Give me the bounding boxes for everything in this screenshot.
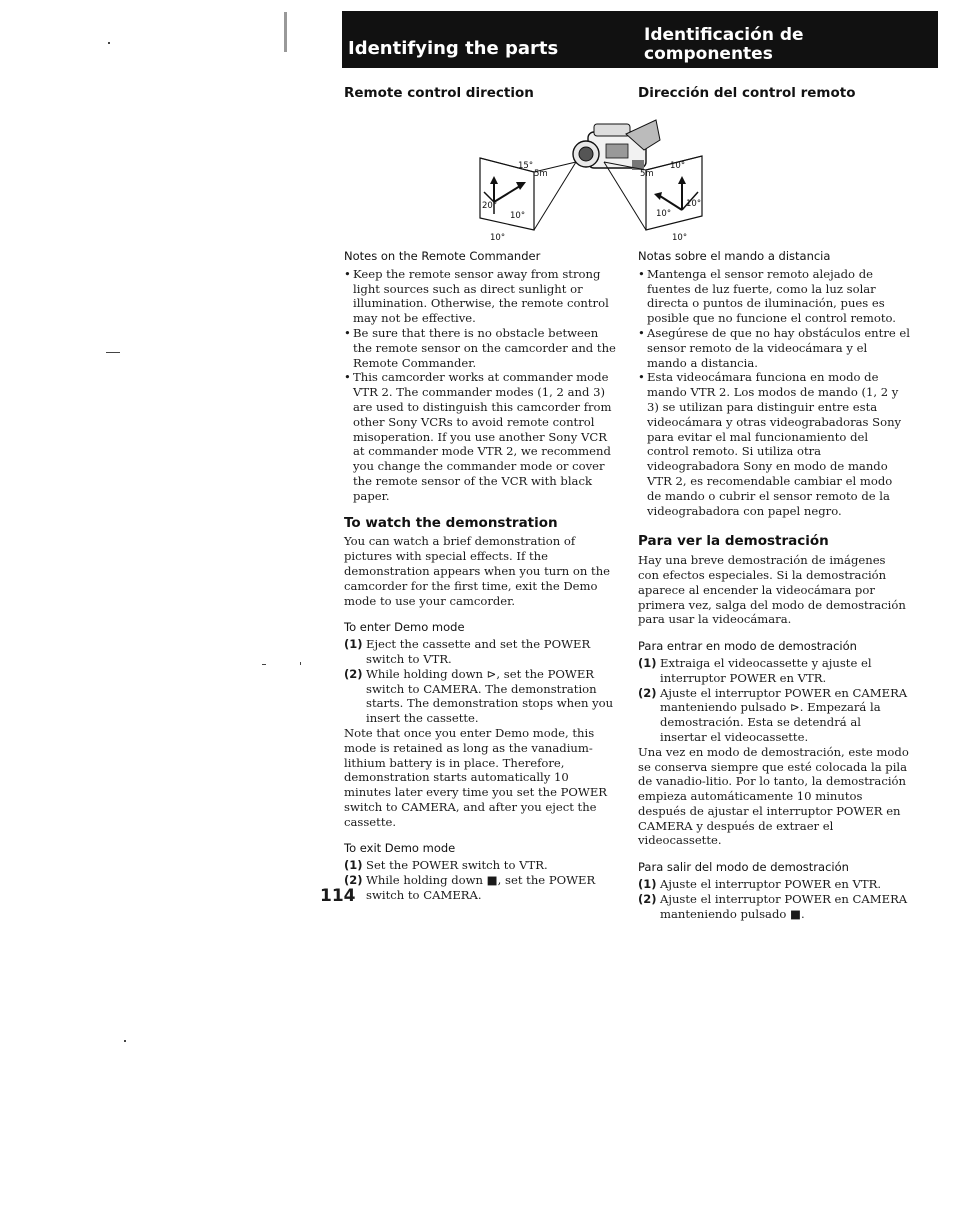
list-item: • Asegúrese de que no hay obstáculos entre el sensor remoto de la videocámara y el mando a distancia.	[638, 326, 910, 370]
notes-list-es	[638, 267, 910, 519]
right-distance-label: 5m	[640, 169, 654, 179]
page-number: 114	[320, 886, 356, 906]
enter-demo-steps-en	[344, 637, 616, 726]
scan-mark	[108, 42, 110, 44]
list-item: • Keep the remote sensor away from strong light sources such as direct sunlight or illumination. Otherwise, the remote control may not be effective.	[344, 267, 616, 326]
left-inner-angle-label: 10°	[510, 211, 526, 221]
section-header-bar	[342, 11, 938, 68]
list-item: (1) Ajuste el interruptor POWER en VTR.	[638, 877, 882, 892]
left-bottom-angle-label: 10°	[490, 233, 506, 243]
camcorder-illustration	[573, 120, 660, 170]
enter-demo-heading-en: To enter Demo mode	[344, 620, 465, 635]
scan-mark	[284, 12, 287, 52]
notes-list-en	[344, 267, 616, 504]
list-item: (2) While holding down ⊳, set the POWER switch to CAMERA. The demonstration starts. The demonstration stops when you insert the cassette.	[344, 666, 614, 726]
list-item: • This camcorder works at commander mode VTR 2. The commander modes (1, 2 and 3) are used to distinguish this camcorder from other Sony VCRs to avoid remote control misoperation. If you use another Sony VCR at commander mode VTR 2, we recommend you change the commander mode or cover the remote sensor of the VCR with black paper.	[344, 370, 616, 503]
list-item: (1) Extraiga el videocassette y ajuste el interruptor POWER en VTR.	[638, 655, 872, 685]
enter-demo-note-es: Una vez en modo de demostración, este modo se conserva siempre que esté colocada la pila de vanadio-litio. Por lo tanto, la demostración empieza automáticamente 10 minutos después de ajustar el interruptor POWER en CAMERA y después de extraer el videocassette.	[638, 744, 909, 848]
right-side-angle-label: 10°	[686, 199, 702, 209]
notes-heading-es: Notas sobre el mando a distancia	[638, 249, 831, 263]
right-inner-angle-label: 10°	[656, 209, 672, 219]
remote-direction-diagram	[476, 110, 706, 248]
left-top-angle-label: 15°	[518, 161, 534, 171]
right-bottom-angle-label: 10°	[672, 233, 688, 243]
section-title-english: Identifying the parts	[348, 38, 559, 59]
scan-mark	[262, 664, 266, 665]
scan-mark	[106, 352, 120, 353]
notes-heading-en: Notes on the Remote Commander	[344, 249, 541, 263]
list-item: • Be sure that there is no obstacle between the remote sensor on the camcorder and the Remote Commander.	[344, 326, 616, 370]
left-sensor-angle-diagram	[480, 158, 576, 243]
english-column	[344, 249, 616, 903]
left-distance-label: 5m	[534, 169, 548, 179]
list-item: (1) Set the POWER switch to VTR.	[344, 858, 548, 873]
list-item: (2) Ajuste el interruptor POWER en CAMERA manteniendo pulsado ⊳. Empezará la demostración. Esta se detendrá al insertar el videocassette.	[638, 685, 908, 744]
demo-heading-en: To watch the demonstration	[344, 514, 558, 531]
left-side-angle-label: 20°	[482, 201, 498, 211]
section-title-spanish: Identificación de componentes	[644, 25, 804, 64]
demo-intro-es: Hay una breve demostración de imágenes con efectos especiales. Si la demostración aparece al encender la videocámara por primera vez, salga del modo de demostración para usar la videocámara.	[638, 553, 906, 627]
exit-demo-heading-es: Para salir del modo de demostración	[638, 860, 849, 875]
list-item: (1) Eject the cassette and set the POWER switch to VTR.	[344, 637, 591, 666]
exit-demo-steps-en	[344, 858, 616, 902]
exit-demo-steps-es	[638, 877, 910, 921]
list-item: (2) While holding down ■, set the POWER switch to CAMERA.	[344, 873, 596, 902]
right-top-angle-label: 10°	[670, 161, 686, 171]
exit-demo-heading-en: To exit Demo mode	[344, 841, 456, 856]
enter-demo-heading-es: Para entrar en modo de demostración	[638, 639, 857, 654]
scan-mark	[124, 1040, 126, 1042]
right-sensor-angle-diagram	[604, 156, 702, 243]
remote-direction-heading-es: Dirección del control remoto	[638, 85, 856, 101]
spanish-column	[638, 249, 910, 921]
demo-heading-es: Para ver la demostración	[638, 533, 829, 550]
remote-direction-heading-en: Remote control direction	[344, 85, 534, 101]
enter-demo-note-en: Note that once you enter Demo mode, this mode is retained as long as the vanadium-lithium battery is in place. Therefore, demonstration starts automatically 10 minutes later every time you set the POWER switch to CAMERA, and after you eject the cassette.	[344, 725, 608, 829]
scan-mark	[300, 662, 301, 665]
enter-demo-steps-es	[638, 656, 910, 745]
list-item: • Mantenga el sensor remoto alejado de fuentes de luz fuerte, como la luz solar directa o puntos de iluminación, pues es posible que no funcione el control remoto.	[638, 267, 910, 326]
demo-intro-en: You can watch a brief demonstration of pictures with special effects. If the demonstration appears when you turn on the camcorder for the first time, exit the Demo mode to use your camcorder.	[344, 534, 611, 608]
list-item: • Esta videocámara funciona en modo de mando VTR 2. Los modos de mando (1, 2 y 3) se utilizan para distinguir entre esta videocámara y otras videograbadoras Sony para evitar el mal funcionamiento del control remoto. Si utiliza otra videograbadora Sony en modo de mando VTR 2, es recomendable cambiar el modo de mando o cubrir el sensor remoto de la videograbadora con papel negro.	[638, 370, 910, 518]
list-item: (2) Ajuste el interruptor POWER en CAMERA manteniendo pulsado ■.	[638, 891, 908, 921]
